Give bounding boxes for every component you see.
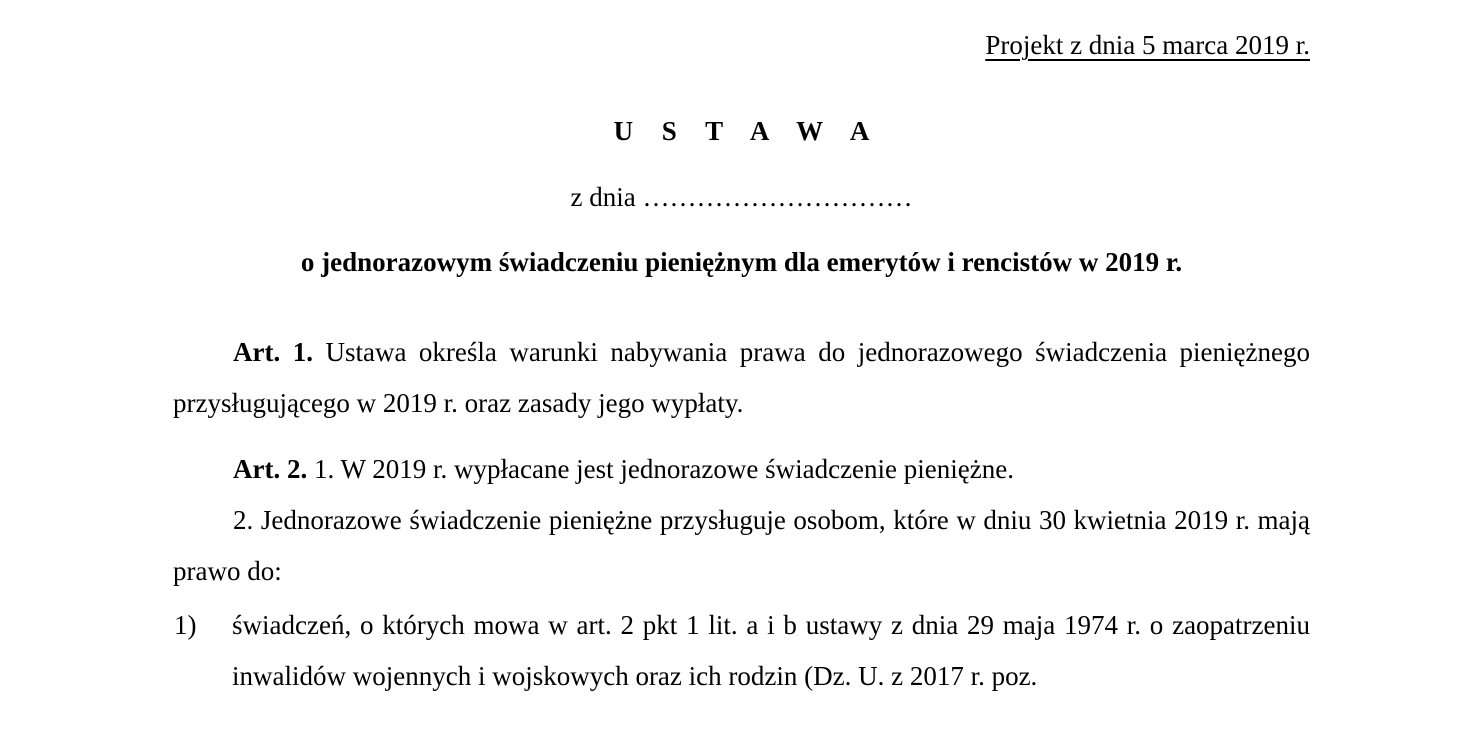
article-1-paragraph	[173, 327, 1310, 429]
document-content-column	[173, 0, 1310, 702]
act-title: o jednorazowym świadczeniu pieniężnym dla emerytów i rencistów w 2019 r.	[300, 246, 1183, 277]
article-2-text: 1. W 2019 r. wypłacane jest jednorazowe świadczenie pieniężne.	[307, 453, 1014, 484]
draft-date-header-text: Projekt z dnia 5 marca 2019 r.	[985, 30, 1310, 60]
article-1-text: Ustawa określa warunki nabywania prawa do jednorazowego świadczenia pieniężnego przysługującego w 2019 r. oraz zasady jego wypłaty.	[173, 336, 1310, 418]
list-item-text: świadczeń, o których mowa w art. 2 pkt 1 lit. a i b ustawy z dnia 29 maja 1974 r. o zaopatrzeniu inwalidów wojennych i wojskowych oraz ich rodzin (Dz. U. z 2017 r. poz.	[232, 609, 1310, 691]
article-2-paragraph-1	[173, 444, 1310, 495]
list-item-marker: 1)	[174, 609, 197, 640]
article-1-label: Art. 1.	[233, 336, 313, 367]
article-2-label: Art. 2.	[233, 453, 308, 484]
act-heading-ustawa: U S T A W A	[613, 116, 881, 146]
article-2-paragraph-2: 2. Jednorazowe świadczenie pieniężne przysługuje osobom, które w dniu 30 kwietnia 2019 r. mają prawo do:	[173, 504, 1310, 586]
act-date-placeholder-line: z dnia …………………………	[570, 182, 913, 213]
list-item	[173, 600, 1310, 702]
draft-date-header	[173, 29, 1310, 69]
